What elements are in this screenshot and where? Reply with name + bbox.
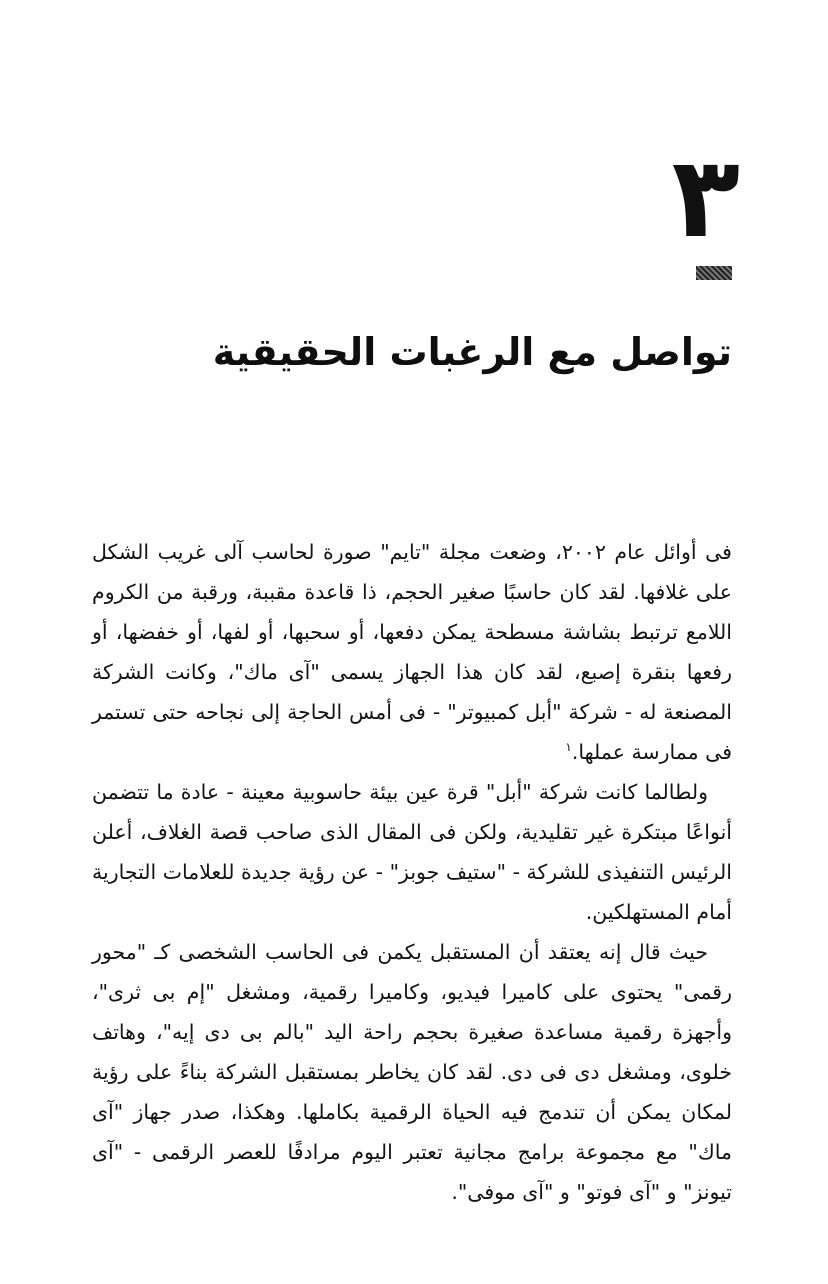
- chapter-title: تواصل مع الرغبات الحقيقية: [212, 330, 732, 374]
- chapter-body: [92, 532, 732, 1212]
- paragraph-text: حيث قال إنه يعتقد أن المستقبل يكمن فى الحاسب الشخصى كـ "محور رقمى" يحتوى على كاميرا فيديو، وكاميرا رقمية، ومشغل "إم بى ثرى"، وأجهزة رقمية مساعدة صغيرة بحجم راحة اليد "بالم بى دى إيه"، وهاتف خلوى، ومشغل دى فى دى. لقد كان يخاطر بمستقبل الشركة بناءً على رؤية لمكان يمكن أن تندمج فيه الحياة الرقمية بكاملها. وهكذا، صدر جهاز "آى ماك" مع مجموعة برامج مجانية تعتبر اليوم مرادفًا للعصر الرقمى - "آى تيونز" و "آى فوتو" و "آى موفى".: [92, 940, 732, 1204]
- paragraph: [92, 932, 732, 1212]
- paragraph: [92, 532, 732, 772]
- chapter-ornament-divider: [696, 266, 732, 280]
- paragraph-text: فى أوائل عام ٢٠٠٢، وضعت مجلة "تايم" صورة لحاسب آلى غريب الشكل على غلافها. لقد كان حاسبًا صغير الحجم، ذا قاعدة مقببة، ورقبة من الكروم اللامع ترتبط بشاشة مسطحة يمكن دفعها، أو سحبها، أو لفها، أو خفضها، أو رفعها بنقرة إصبع، لقد كان هذا الجهاز يسمى "آى ماك"، وكانت الشركة المصنعة له - شركة "أبل كمبيوتر" - فى أمس الحاجة إلى نجاحه حتى تستمر فى ممارسة عملها.: [92, 540, 732, 764]
- paragraph-text: ولطالما كانت شركة "أبل" قرة عين بيئة حاسوبية معينة - عادة ما تتضمن أنواعًا مبتكرة غير تقليدية، ولكن فى المقال الذى صاحب قصة الغلاف، أعلن الرئيس التنفيذى للشركة - "ستيف جوبز" - عن رؤية جديدة للعلامات التجارية أمام المستهلكين.: [92, 780, 732, 924]
- paragraph: [92, 772, 732, 932]
- chapter-number: ٣: [671, 133, 740, 263]
- footnote-marker: ١: [565, 740, 572, 755]
